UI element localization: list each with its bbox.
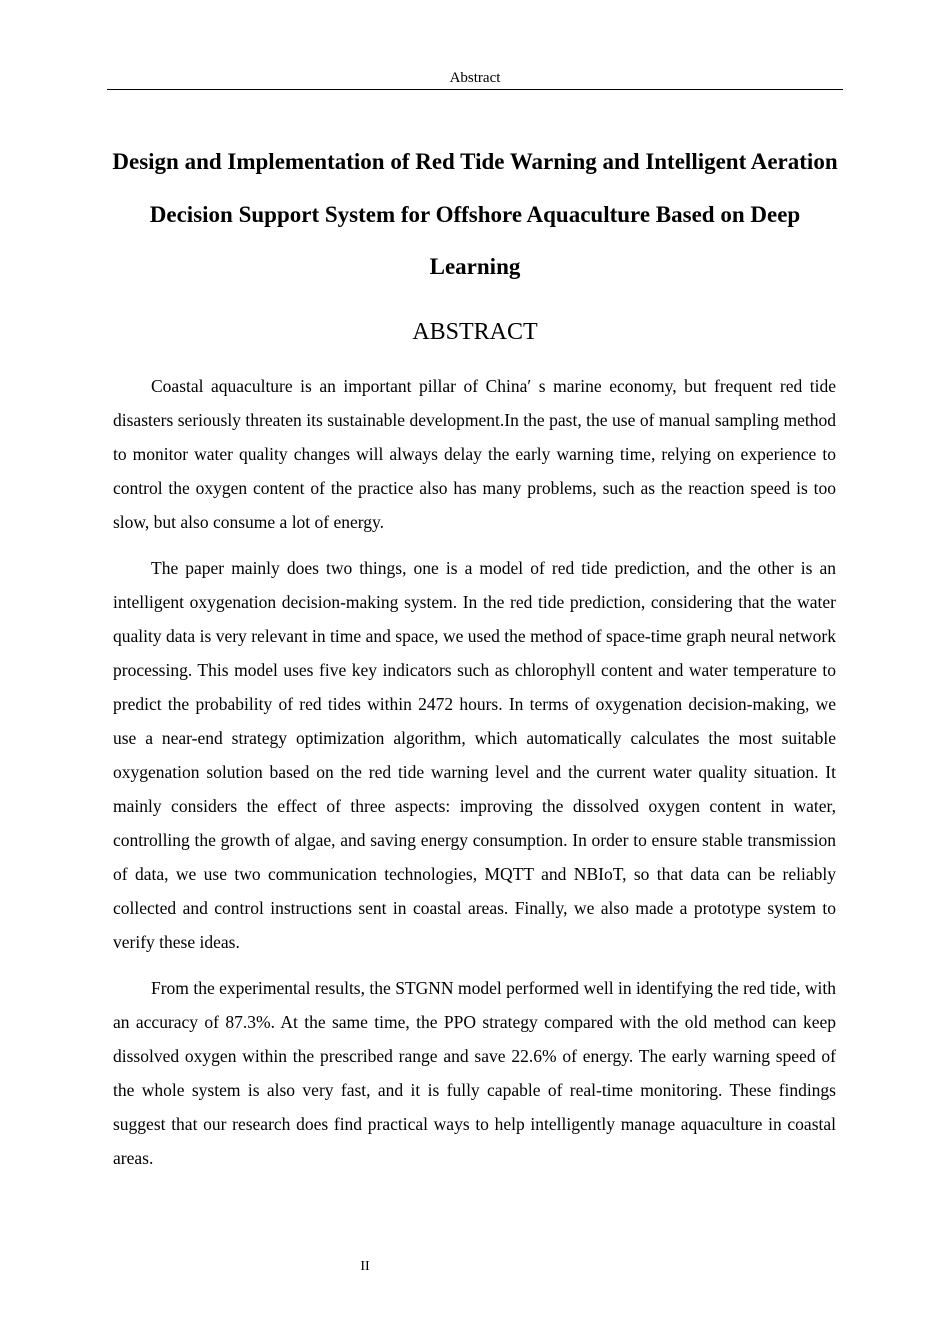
abstract-paragraph-2: The paper mainly does two things, one is a model of red tide prediction, and the other is an intelligent oxygenation decision-making system. In the red tide prediction, considering that the water quality data is very relevant in time and space, we used the method of space-time graph neural network processing. This model uses five key indicators such as chlorophyll content and water temperature to predict the probability of red tides within 2472 hours. In terms of oxygenation decision-making, we use a near-end strategy optimization algorithm, which automatically calculates the most suitable oxygenation solution based on the red tide warning level and the current water quality situation. It mainly considers the effect of three aspects: improving the dissolved oxygen content in water, controlling the growth of algae, and saving energy consumption. In order to ensure stable transmission of data, we use two communication technologies, MQTT and NBIoT, so that data can be reliably collected and control instructions sent in coastal areas. Finally, we also made a prototype system to verify these ideas. [113, 558, 836, 952]
running-header: Abstract [449, 70, 501, 86]
abstract-paragraph-3: From the experimental results, the STGNN model performed well in identifying the red tide, with an accuracy of 87.3%. At the same time, the PPO strategy compared with the old method can keep dissolved oxygen within the prescribed range and save 22.6% of energy. The early warning speed of the whole system is also very fast, and it is fully capable of real-time monitoring. These findings suggest that our research does find practical ways to help intelligently manage aquaculture in coastal areas. [113, 978, 836, 1168]
header-rule [107, 89, 843, 90]
page-number: II [360, 1259, 370, 1274]
abstract-heading: ABSTRACT [412, 319, 538, 345]
abstract-body [113, 369, 836, 1187]
abstract-paragraph-1: Coastal aquaculture is an important pillar of China′ s marine economy, but frequent red tide disasters seriously threaten its sustainable development.In the past, the use of manual sampling method to monitor water quality changes will always delay the early warning time, relying on experience to control the oxygen content of the practice also has many problems, such as the reaction speed is too slow, but also consume a lot of energy. [113, 376, 836, 532]
paper-title: Design and Implementation of Red Tide Warning and Intelligent Aeration Decision Support System for Offshore Aquaculture Based on Deep Learning [112, 149, 838, 279]
